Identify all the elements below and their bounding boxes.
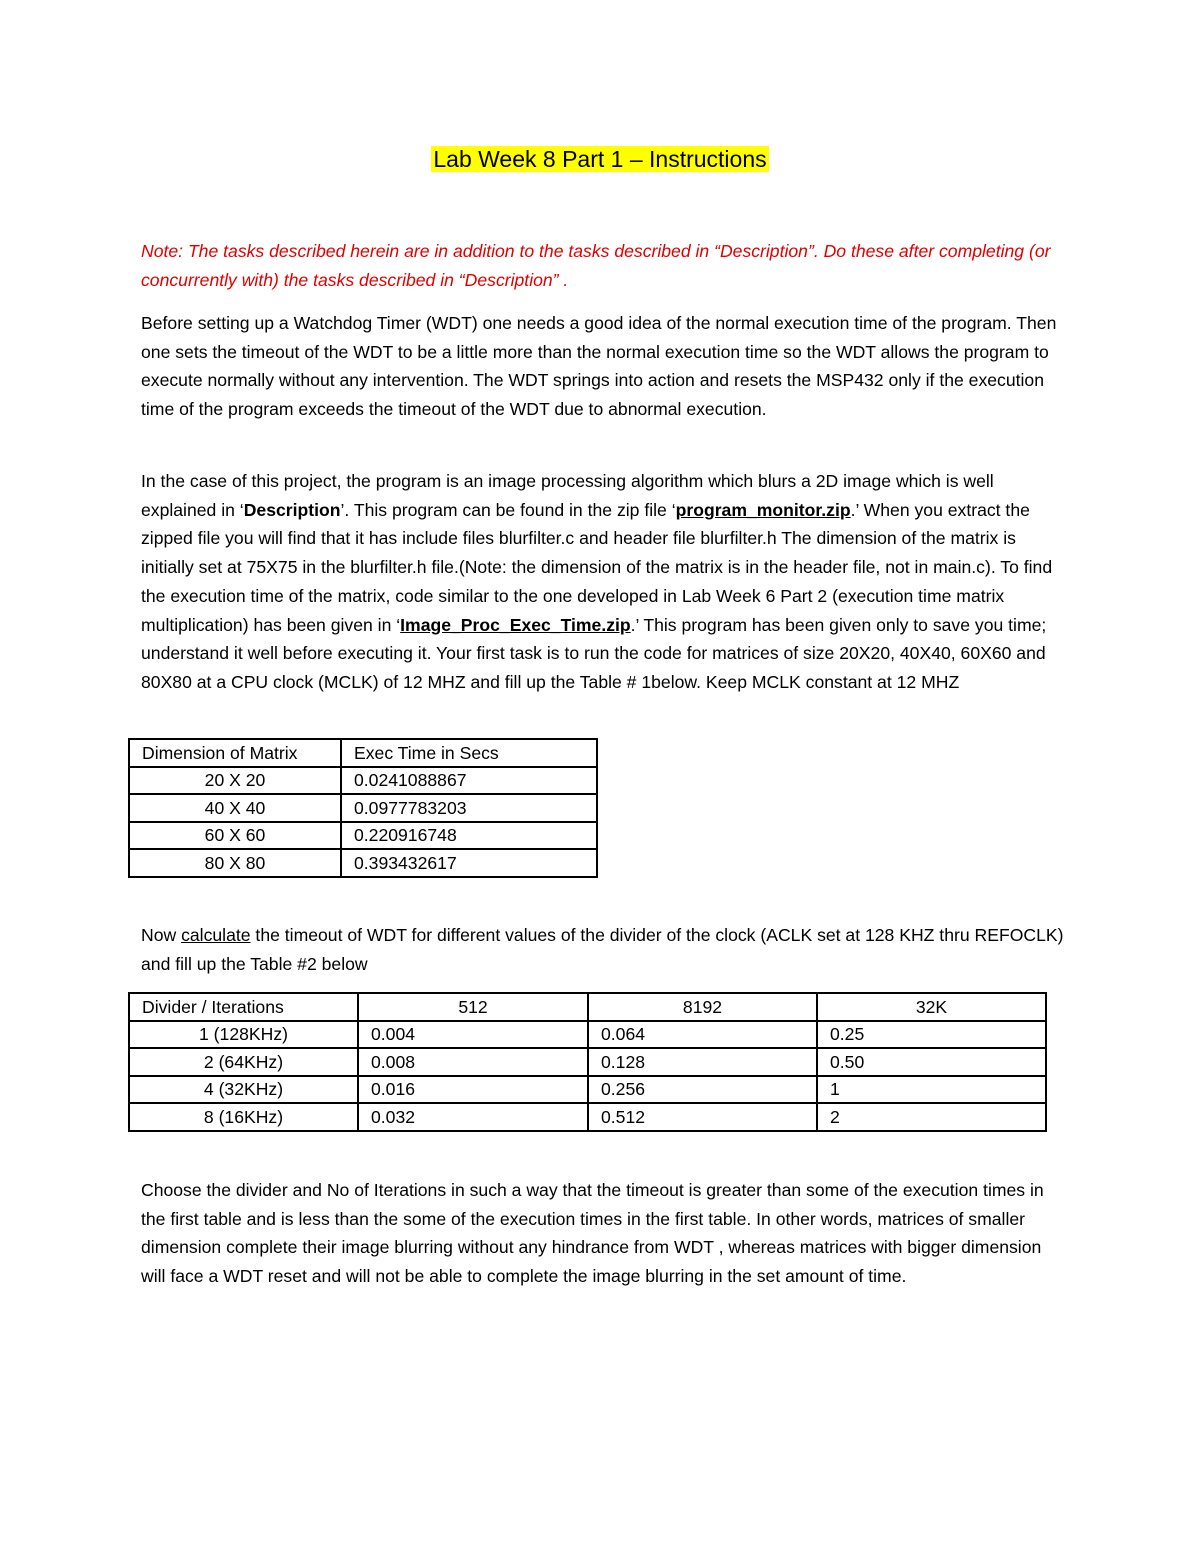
table-cell: 0.220916748 — [341, 822, 597, 850]
execution-time-table — [128, 738, 598, 878]
program-monitor-zip-link[interactable]: program_monitor.zip — [675, 499, 851, 520]
table-row — [129, 767, 597, 795]
table-header-cell: Divider / Iterations — [129, 993, 358, 1021]
table-cell: 40 X 40 — [129, 794, 341, 822]
table-cell: 0.393432617 — [341, 849, 597, 877]
note-paragraph — [141, 237, 1066, 294]
table-header-row — [129, 993, 1046, 1021]
calculate-emphasis: calculate — [181, 925, 251, 945]
table-cell: 0.25 — [817, 1021, 1046, 1049]
table-header-row — [129, 739, 597, 767]
paragraph-project — [141, 467, 1066, 697]
table-cell: 60 X 60 — [129, 822, 341, 850]
image-proc-exec-time-zip-link[interactable]: Image_Proc_Exec_Time.zip — [400, 614, 631, 635]
table-cell: 0.064 — [588, 1021, 817, 1049]
table-cell: 0.016 — [358, 1076, 588, 1104]
table-cell: 0.008 — [358, 1048, 588, 1076]
table-cell: 20 X 20 — [129, 767, 341, 795]
wdt-timeout-table — [128, 992, 1047, 1132]
table-row — [129, 794, 597, 822]
paragraph-calculate-text — [141, 921, 1066, 978]
table-header-cell: Exec Time in Secs — [341, 739, 597, 767]
paragraph-calculate-s1: Now — [141, 925, 182, 945]
paragraph-project-s4: .’ This program has been given only to save you time; understand it well before executing it. Your first task is to run the code for matrices of size 20X20, 40X40, 60X60 and 80X80 at a CPU clock (MCLK) of 12 MHZ and fill up the Table # 1below. Keep MCLK constant at 12 MHZ — [141, 614, 1047, 692]
table-cell: 0.004 — [358, 1021, 588, 1049]
table-row — [129, 1048, 1046, 1076]
table-row — [129, 1076, 1046, 1104]
table-cell: 1 (128KHz) — [129, 1021, 358, 1049]
table-row — [129, 1103, 1046, 1131]
table-cell: 0.50 — [817, 1048, 1046, 1076]
table-cell: 0.256 — [588, 1076, 817, 1104]
table-header-cell: 8192 — [588, 993, 817, 1021]
table-row — [129, 822, 597, 850]
paragraph-calculate-s2: the timeout of WDT for different values of the divider of the clock (ACLK set at 128 KHZ thru REFOCLK) and fill up the Table #2 below — [141, 925, 1064, 974]
table-row — [129, 1021, 1046, 1049]
table-row — [129, 849, 597, 877]
paragraph-project-s2: ’. This program can be found in the zip file ‘ — [340, 499, 676, 520]
table-cell: 0.128 — [588, 1048, 817, 1076]
paragraph-project-s1: In the case of this project, the program is an image processing algorithm which blurs a 2D image which is well explained in ‘ — [141, 471, 994, 520]
page-title-text: Lab Week 8 Part 1 – Instructions — [433, 146, 767, 172]
page-title — [0, 143, 1200, 175]
paragraph-choose-divider — [141, 1176, 1066, 1291]
table-cell: 4 (32KHz) — [129, 1076, 358, 1104]
table-cell: 0.0977783203 — [341, 794, 597, 822]
paragraph-wdt-intro-text: Before setting up a Watchdog Timer (WDT) one needs a good idea of the normal execution time of the program. Then one sets the timeout of the WDT to be a little more than the normal execution time so the WDT allows the program to execute normally without any intervention. The WDT springs into action and resets the MSP432 only if the execution time of the program exceeds the timeout of the WDT due to abnormal execution. — [141, 313, 1057, 420]
description-reference: Description — [243, 499, 341, 520]
table-cell: 8 (16KHz) — [129, 1103, 358, 1131]
table-cell: 0.512 — [588, 1103, 817, 1131]
note-text: Note: The tasks described herein are in addition to the tasks described in “Description”. Do these after completing (or concurrently with) the tasks described in “Description” . — [141, 241, 1051, 290]
table-cell: 1 — [817, 1076, 1046, 1104]
table-header-cell: 32K — [817, 993, 1046, 1021]
table-cell: 80 X 80 — [129, 849, 341, 877]
table-header-cell: 512 — [358, 993, 588, 1021]
paragraph-project-text — [141, 467, 1066, 697]
paragraph-calculate — [141, 921, 1066, 978]
table-cell: 0.0241088867 — [341, 767, 597, 795]
paragraph-choose-divider-text: Choose the divider and No of Iterations in such a way that the timeout is greater than some of the execution times in the first table and is less than the some of the execution times in the first table. In other words, matrices of smaller dimension complete their image blurring without any hindrance from WDT , whereas matrices with bigger dimension will face a WDT reset and will not be able to complete the image blurring in the set amount of time. — [141, 1180, 1044, 1287]
table-header-cell: Dimension of Matrix — [129, 739, 341, 767]
table-cell: 2 — [817, 1103, 1046, 1131]
table-cell: 2 (64KHz) — [129, 1048, 358, 1076]
paragraph-wdt-intro — [141, 309, 1066, 424]
paragraph-project-s3: .’ When you extract the zipped file you will find that it has include files blurfilter.c and header file blurfilter.h The dimension of the matrix is initially set at 75X75 in the blurfilter.h file.(Note: the dimension of the matrix is in the header file, not in main.c). To find the execution time of the matrix, code similar to the one developed in Lab Week 6 Part 2 (execution time matrix multiplication) has been given in ‘ — [141, 499, 1053, 635]
table-cell: 0.032 — [358, 1103, 588, 1131]
